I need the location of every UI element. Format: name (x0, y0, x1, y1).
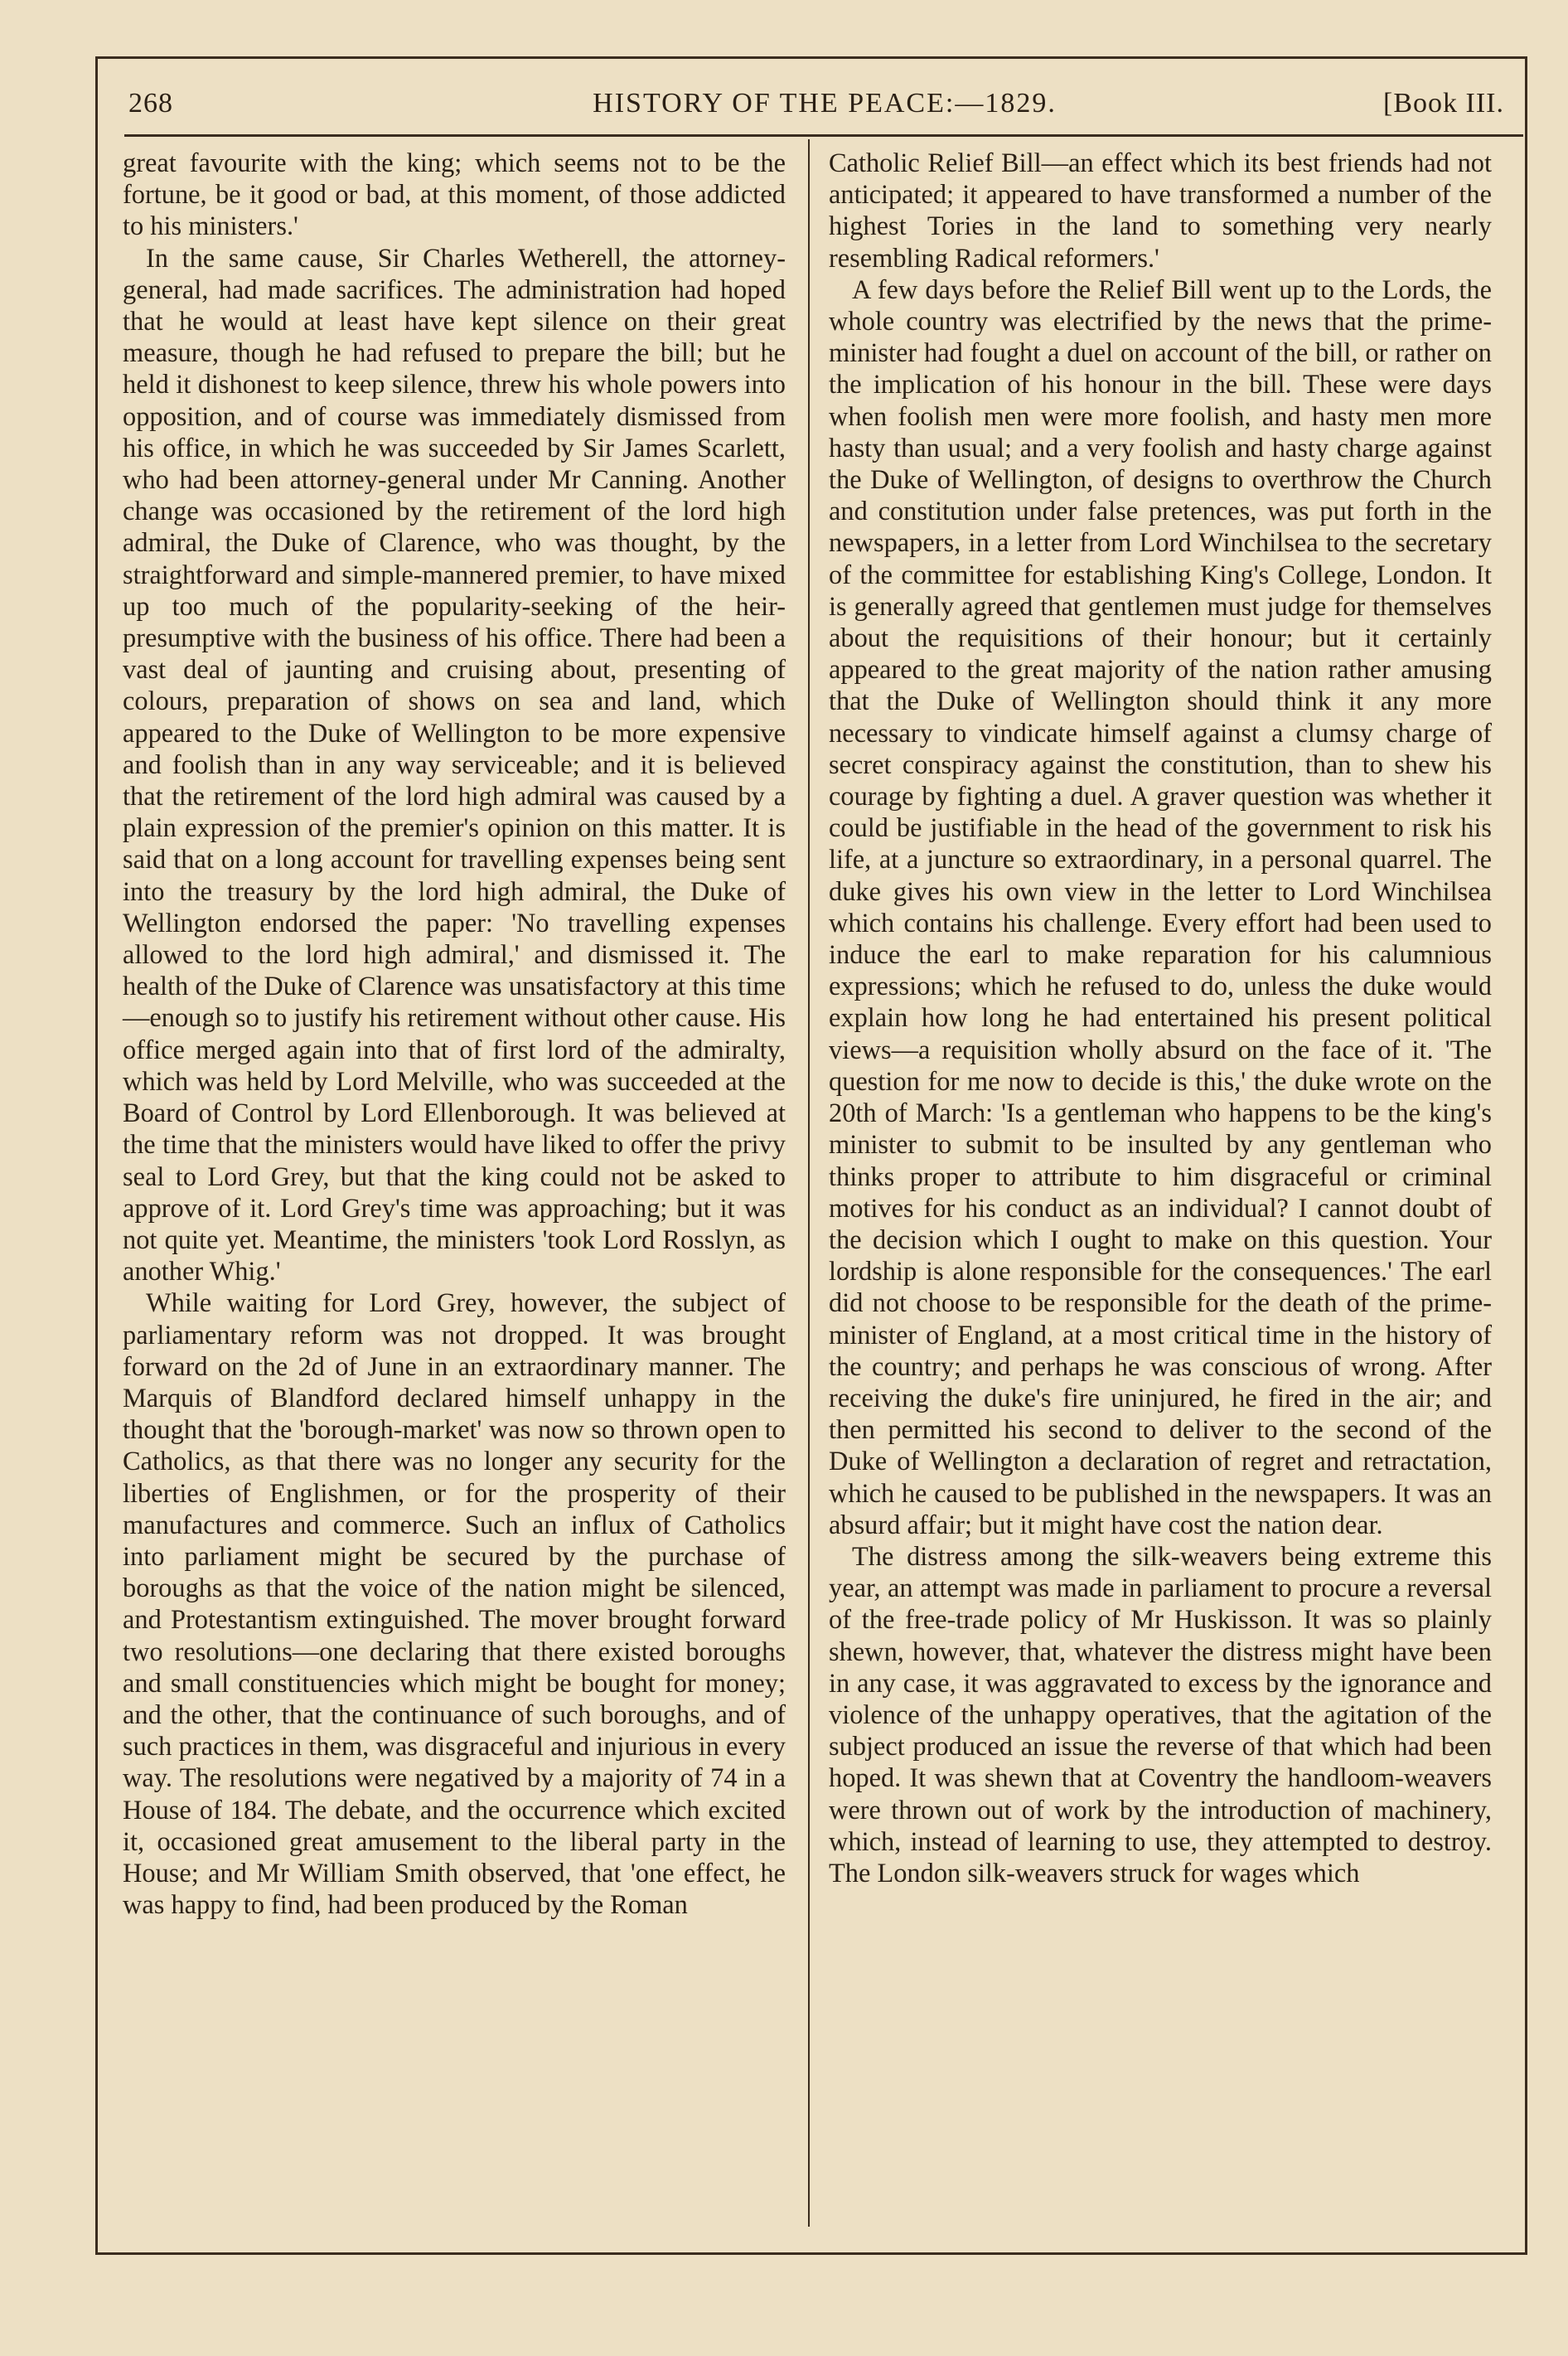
right-column (829, 148, 1492, 1889)
column-divider (808, 139, 810, 2227)
paragraph: In the same cause, Sir Charles Wetherell, the attorney-general, had made sacrifices. The administration had hoped that he would at least have kept silence on their great measure, though he had refused to prepare the bill; but he held it dishonest to keep silence, threw his whole powers into opposition, and of course was immediately dismissed from his office, in which he was succeeded by Sir James Scarlett, who had been attorney-general under Mr Canning. Another change was occasioned by the retirement of the lord high admiral, the Duke of Clarence, who was thought, by the straightforward and simple-mannered premier, to have mixed up too much of the popularity-seeking of the heir-presumptive with the business of his office. There had been a vast deal of jaunting and cruising about, presenting of colours, preparation of shows on sea and land, which appeared to the Duke of Wellington to be more expensive and foolish than in any way serviceable; and it is believed that the retirement of the lord high admiral was caused by a plain expression of the premier's opinion on this matter. It is said that on a long account for travelling expenses being sent into the treasury by the lord high admiral, the Duke of Wellington endorsed the paper: 'No travelling expenses allowed to the lord high admiral,' and dismissed it. The health of the Duke of Clarence was unsatisfactory at this time—enough so to justify his retirement without other cause. His office merged again into that of first lord of the admiralty, which was held by Lord Melville, who was succeeded at the Board of Control by Lord Ellenborough. It was believed at the time that the ministers would have liked to offer the privy seal to Lord Grey, but that the king could not be asked to approve of it. Lord Grey's time was approaching; but it was not quite yet. Meantime, the ministers 'took Lord Rosslyn, as another Whig.' (123, 243, 786, 1287)
paragraph: great favourite with the king; which seems not to be the fortune, be it good or bad, at this moment, of those addicted to his ministers.' (123, 148, 786, 242)
page-number: 268 (128, 88, 173, 119)
paragraph: While waiting for Lord Grey, however, the subject of parliamentary reform was not dropped. It was brought forward on the 2d of June in an extraordinary manner. The Marquis of Blandford declared himself unhappy in the thought that the 'borough-market' was now so thrown open to Catholics, as that there was no longer any security for the liberties of Englishmen, or for the prosperity of their manufactures and commerce. Such an influx of Catholics into parliament might be secured by the purchase of boroughs as that the voice of the nation might be silenced, and Protestantism extinguished. The mover brought forward two resolutions—one declaring that there existed boroughs and small constituencies which might be bought for money; and the other, that the continuance of such boroughs, and of such practices in them, was disgraceful and injurious in every way. The resolutions were negatived by a majority of 74 in a House of 184. The debate, and the occurrence which excited it, occasioned great amusement to the liberal party in the House; and Mr William Smith observed, that 'one effect, he was happy to find, had been produced by the Roman (123, 1288, 786, 1921)
paragraph: The distress among the silk-weavers being extreme this year, an attempt was made in parliament to procure a reversal of the free-trade policy of Mr Huskisson. It was so plainly shewn, however, that, whatever the distress might have been in any case, it was aggravated to excess by the ignorance and violence of the unhappy operatives, that the agitation of the subject produced an issue the reverse of that which had been hoped. It was shewn that at Coventry the handloom-weavers were thrown out of work by the introduction of machinery, which, instead of learning to use, they attempted to destroy. The London silk-weavers struck for wages which (829, 1541, 1492, 1888)
paragraph: A few days before the Relief Bill went up to the Lords, the whole country was electrified by the news that the prime-minister had fought a duel on account of the bill, or rather on the implication of his honour in the bill. These were days when foolish men were more foolish, and hasty men more hasty than usual; and a very foolish and hasty charge against the Duke of Wellington, of designs to overthrow the Church and constitution under false pretences, was put forth in the newspapers, in a letter from Lord Winchilsea to the secretary of the committee for establishing King's College, London. It is generally agreed that gentlemen must judge for themselves about the requisitions of their honour; but it certainly appeared to the great majority of the nation rather amusing that the Duke of Wellington should think it any more necessary to vindicate himself against a clumsy charge of secret conspiracy against the constitution, than to shew his courage by fighting a duel. A graver question was whether it could be justifiable in the head of the government to risk his life, at a juncture so extraordinary, in a personal quarrel. The duke gives his own view in the letter to Lord Winchilsea which contains his challenge. Every effort had been used to induce the earl to make reparation for his calumnious expressions; which he refused to do, unless the duke would explain how long he had entertained his present political views—a requisition wholly absurd on the face of it. 'The question for me now to decide is this,' the duke wrote on the 20th of March: 'Is a gentleman who happens to be the king's minister to submit to be insulted by any gentleman who thinks proper to attribute to him disgraceful or criminal motives for his conduct as an individual? I cannot doubt of the decision which I ought to make on this question. Your lordship is alone responsible for the consequences.' The earl did not choose to be responsible for the death of the prime-minister of England, at a most critical time in the history of the country; and perhaps he was conscious of wrong. After receiving the duke's fire uninjured, he fired in the air; and then permitted his second to deliver to the second of the Duke of Wellington a declaration of regret and retractation, which he caused to be published in the newspapers. It was an absurd affair; but it might have cost the nation dear. (829, 274, 1492, 1540)
running-head (128, 83, 1521, 133)
paragraph: Catholic Relief Bill—an effect which its best friends had not anticipated; it appeared to have transformed a number of the highest Tories in the land to something very nearly resembling Radical reformers.' (829, 148, 1492, 274)
book-label: [Book III. (1383, 88, 1504, 119)
left-column (123, 148, 786, 1921)
running-title: HISTORY OF THE PEACE:—1829. (593, 88, 1057, 119)
header-rule (124, 134, 1523, 137)
